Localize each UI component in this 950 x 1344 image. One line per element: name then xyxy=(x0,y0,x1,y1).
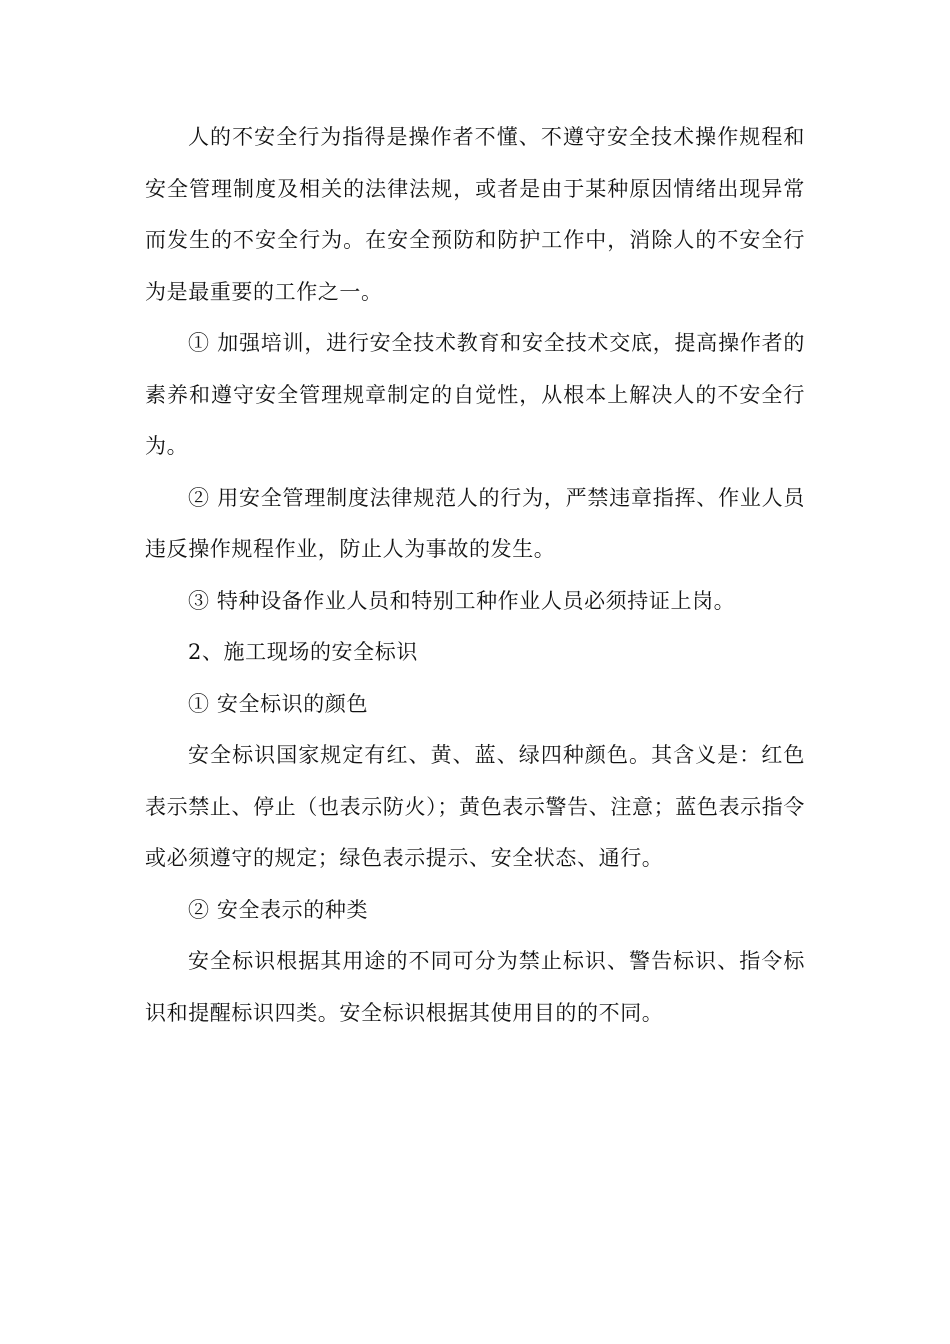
paragraph-regulation: ② 用安全管理制度法律规范人的行为，严禁违章指挥、作业人员违反操作规程作业，防止人为事故的发生。 xyxy=(145,485,805,561)
subheading-sign-colors: ① 安全标识的颜色 xyxy=(188,691,369,716)
paragraph-certification: ③ 特种设备作业人员和特别工种作业人员必须持证上岗。 xyxy=(188,588,736,613)
section-heading-safety-signs: 2、施工现场的安全标识 xyxy=(188,640,418,664)
paragraph-unsafe-behavior: 人的不安全行为指得是操作者不懂、不遵守安全技术操作规程和安全管理制度及相关的法律法规，或者是由于某种原因情绪出现异常而发生的不安全行为。在安全预防和防护工作中，消除人的不安全行为是最重要的工作之一。 xyxy=(145,125,805,304)
paragraph-sign-types: 安全标识根据其用途的不同可分为禁止标识、警告标识、指令标识和提醒标识四类。安全标识根据其使用目的的不同。 xyxy=(145,949,805,1025)
paragraph-sign-colors: 安全标识国家规定有红、黄、蓝、绿四种颜色。其含义是：红色表示禁止、停止（也表示防火）；黄色表示警告、注意；蓝色表示指令或必须遵守的规定；绿色表示提示、安全状态、通行。 xyxy=(145,743,805,870)
subheading-sign-types: ② 安全表示的种类 xyxy=(188,897,369,922)
paragraph-training: ① 加强培训，进行安全技术教育和安全技术交底，提高操作者的素养和遵守安全管理规章制定的自觉性，从根本上解决人的不安全行为。 xyxy=(145,331,805,458)
document-body xyxy=(145,112,805,1039)
